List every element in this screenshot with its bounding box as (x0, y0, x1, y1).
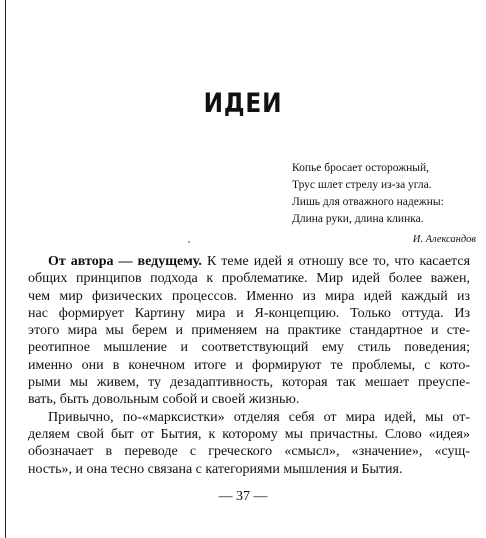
epigraph-line: Копье бросает осторожный, (292, 162, 430, 174)
body-line (28, 253, 470, 270)
paragraph-1 (28, 253, 470, 409)
body-line: общих принципов подхода к проблематике. Мир идей более важен, (28, 271, 470, 287)
body-line: обозначает в переводе с греческого «смысл», «значение», «сущ- (28, 444, 470, 460)
epigraph-author: И. Александов (412, 234, 476, 245)
body-line: чем мир физических процессов. Именно из мира идей каждый из (28, 288, 470, 304)
epigraph-line: Трус шлет стрелу из-за угла. (292, 179, 432, 191)
epigraph-line: Лишь для отважного надежны: (292, 196, 444, 208)
epigraph-line: Длина руки, длина клинка. (292, 213, 424, 225)
page-number: — 37 — (218, 489, 268, 504)
body-line: реотипное мышление и соответствующий ему стиль поведения; (28, 340, 470, 356)
body-text (28, 253, 470, 478)
body-line: Привычно, по-«марксистки» отделяя себя от мира идей, мы от- (48, 409, 470, 425)
body-line: вать, быть довольным собой и своей жизнью. (28, 392, 300, 408)
print-speck (188, 241, 190, 243)
paragraph-2 (28, 409, 470, 478)
epigraph (292, 160, 476, 248)
body-line-text: К теме идей я отношу все то, что касается (201, 254, 471, 269)
body-line: рыми мы живем, ту дезадаптивность, которая так мешает преуспе- (28, 375, 470, 391)
page-edge-line (5, 0, 6, 538)
body-line: этого мира мы берем и применяем на практике стандартное и сте- (28, 323, 470, 339)
body-line: деляем свой быт от Бытия, к которому мы причастны. Слово «идея» (28, 426, 470, 442)
body-line: именно они в конечном итоге и формируют те проблемы, с кото- (28, 357, 470, 373)
body-line: ность», и она тесно связана с категориями мышления и Бытия. (28, 461, 403, 477)
body-line: нас формирует Картину мира и Я-концепцию. Только оттуда. Из (28, 305, 470, 321)
lead-in: От автора — ведущему. (48, 254, 202, 269)
chapter-heading: ИДЕИ (203, 88, 283, 119)
